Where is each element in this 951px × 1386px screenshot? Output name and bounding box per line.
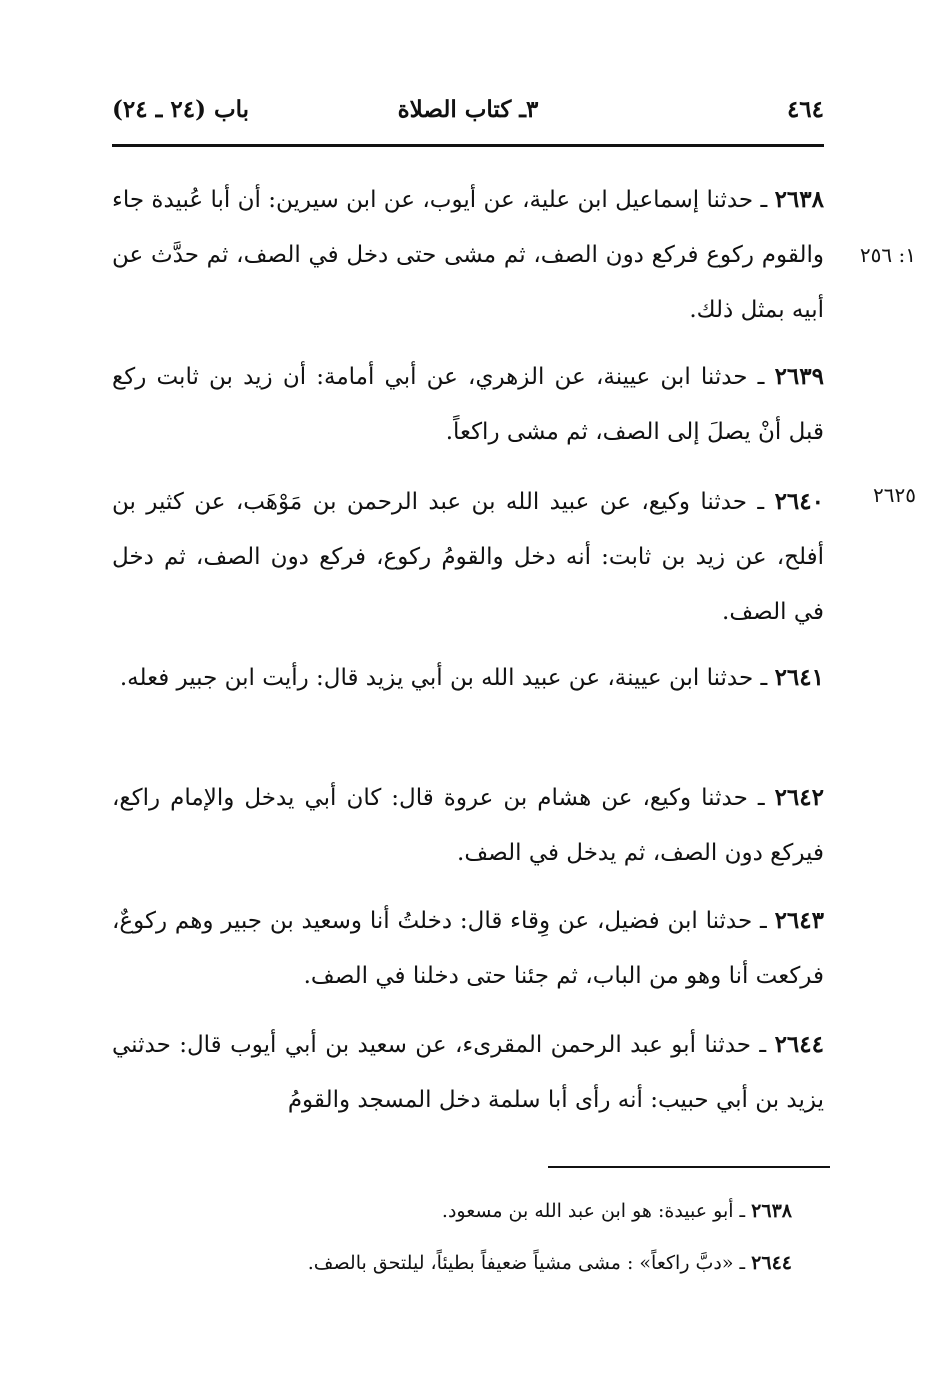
- hadith-number: ٢٦٤٤: [774, 1031, 824, 1058]
- page-number: ٤٦٤: [786, 96, 824, 123]
- hadith-number: ٢٦٤٢: [774, 784, 824, 811]
- hadith-text: ـ حدثنا ابن عيينة، عن الزهري، عن أبي أمامة: أن زيد بن ثابت ركع قبل أنْ يصلَ إلى الصف، ثم مشى راكعاً.: [112, 364, 824, 445]
- hadith-number: ٢٦٤٠: [774, 488, 824, 515]
- margin-note: ١: ٢٥٦: [859, 243, 916, 267]
- hadith-paragraph: [112, 650, 824, 706]
- book-title: ٣ـ كتاب الصلاة: [397, 96, 539, 123]
- footnote-divider: [548, 1166, 830, 1168]
- footnote-number: ٢٦٣٨: [751, 1200, 792, 1222]
- footnote-text: ـ أبو عبيدة: هو ابن عبد الله بن مسعود.: [441, 1200, 752, 1222]
- hadith-number: ٢٦٣٩: [774, 363, 824, 390]
- margin-note: ٢٦٢٥: [873, 483, 916, 507]
- hadith-text: ـ حدثنا ابن عيينة، عن عبيد الله بن أبي يزيد قال: رأيت ابن جبير فعله.: [119, 665, 775, 691]
- hadith-paragraph: [112, 172, 824, 338]
- chapter-reference: باب (٢٤ ـ ٢٤): [112, 96, 250, 123]
- footnote-number: ٢٦٤٤: [751, 1252, 792, 1274]
- footnote-text: ـ «دبَّ راكعاً» : مشى مشياً ضعيفاً بطيئاً، ليلتحق بالصف.: [307, 1252, 752, 1274]
- hadith-paragraph: [112, 474, 824, 640]
- footnote: [112, 1196, 792, 1226]
- hadith-paragraph: [112, 1017, 824, 1128]
- hadith-paragraph: [112, 893, 824, 1004]
- hadith-number: ٢٦٣٨: [774, 186, 824, 213]
- hadith-paragraph: [112, 770, 824, 881]
- header-divider: [112, 144, 824, 147]
- hadith-text: ـ حدثنا إسماعيل ابن علية، عن أيوب، عن ابن سيرين: أن أبا عُبيدة جاء والقوم ركوع فركع دون الصف، ثم مشى حتى دخل في الصف، ثم حدَّث عن أبيه بمثل ذلك.: [112, 187, 824, 323]
- hadith-paragraph: [112, 349, 824, 460]
- hadith-number: ٢٦٤٣: [774, 907, 824, 934]
- hadith-number: ٢٦٤١: [774, 664, 824, 691]
- page-header: [112, 96, 824, 136]
- hadith-text: ـ حدثنا أبو عبد الرحمن المقرىء، عن سعيد بن أبي أيوب قال: حدثني يزيد بن أبي حبيب: أنه رأى أبا سلمة دخل المسجد والقومُ: [112, 1032, 824, 1113]
- footnote: [112, 1248, 792, 1278]
- hadith-text: ـ حدثنا وكيع، عن هشام بن عروة قال: كان أبي يدخل والإمام راكع، فيركع دون الصف، ثم يدخل في الصف.: [112, 785, 824, 866]
- hadith-text: ـ حدثنا وكيع، عن عبيد الله بن عبد الرحمن بن مَوْهَب، عن كثير بن أفلح، عن زيد بن ثابت: أنه دخل والقومُ ركوع، فركع دون الصف، ثم دخل في الصف.: [112, 489, 824, 625]
- hadith-text: ـ حدثنا ابن فضيل، عن وِقاء قال: دخلتُ أنا وسعيد بن جبير وهم ركوعٌ، فركعت أنا وهو من الباب، ثم جئنا حتى دخلنا في الصف.: [112, 908, 824, 989]
